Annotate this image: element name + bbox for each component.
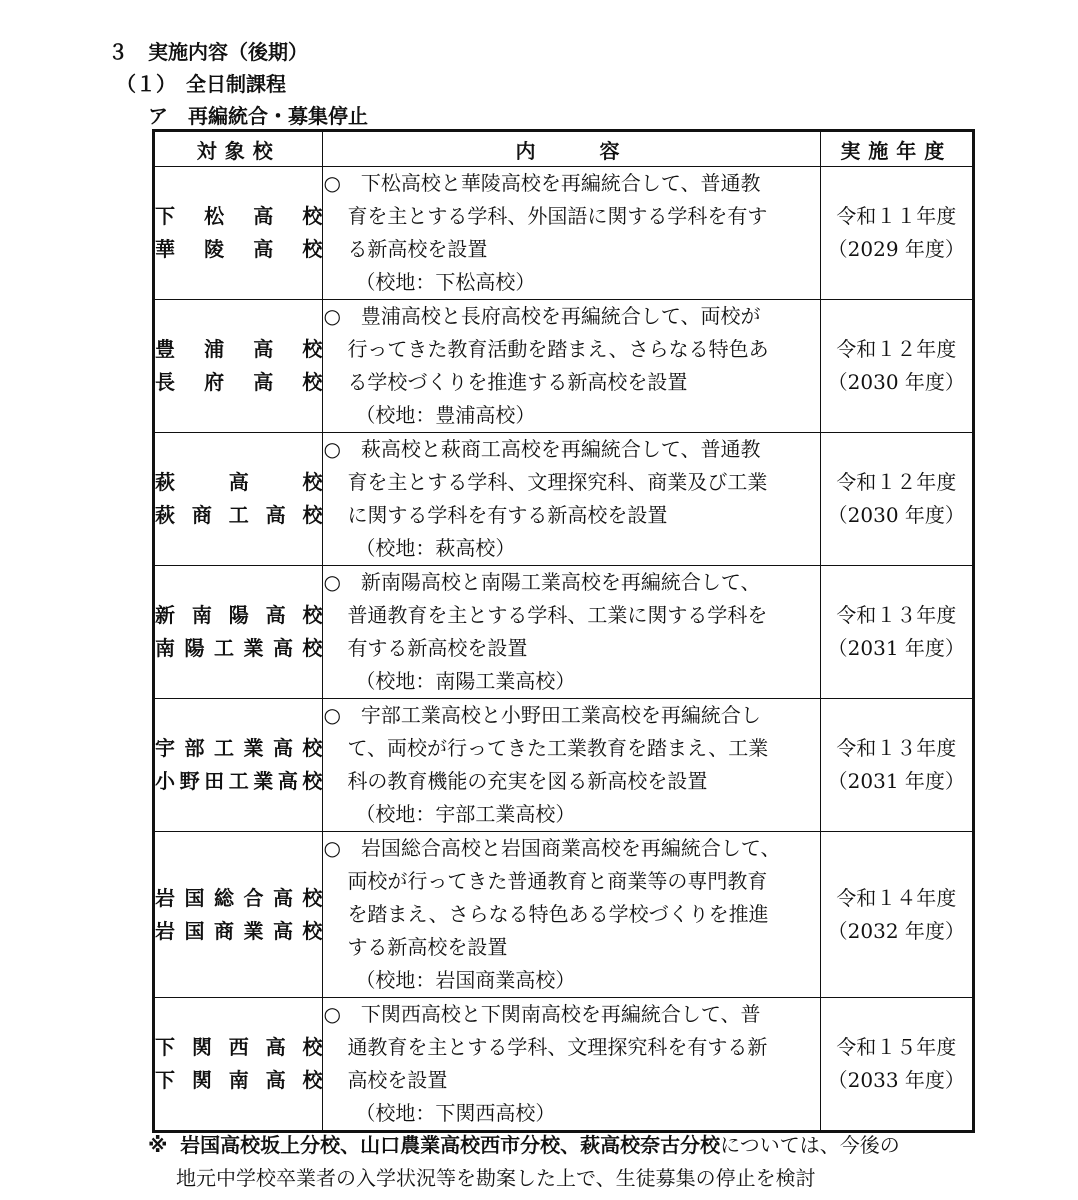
school-site: （校地：豊浦高校） [355,403,536,427]
year-cell [820,699,973,832]
school-name-char: 岩 [155,885,175,910]
school-name [155,233,322,266]
school-name-char: 校 [302,204,323,228]
year-japanese: 令和１５年度 [836,1035,957,1059]
year-western: （2030 年度） [827,370,965,394]
content-line: 育を主とする学科、外国語に関する学科を有す [347,204,768,228]
school-names [154,167,323,300]
school-name-char: 高 [277,769,298,793]
school-name [155,599,322,632]
content-line: 高校を設置 [347,1068,448,1092]
school-name-char: 高 [253,370,274,394]
school-site: （校地：岩国商業高校） [355,968,576,992]
year-western: （2030 年度） [827,503,965,527]
year-cell [820,300,973,433]
school-name-char: 下 [155,1068,175,1092]
school-name-char: 校 [302,370,323,394]
school-name-char: 南 [155,636,175,660]
school-name [155,882,322,915]
year-western: （2031 年度） [827,769,965,793]
header-target-school: 対象校 [154,131,323,167]
school-names [154,699,323,832]
school-name-char: 高 [253,237,274,261]
school-names [154,300,323,433]
content-cell [323,433,820,566]
footnote-text: については、今後の [720,1133,900,1157]
school-name-char: 下 [155,204,175,228]
year-western: （2029 年度） [827,237,965,261]
school-site: （校地：宇部工業高校） [355,802,576,826]
table-row [154,167,974,300]
school-name [155,366,322,399]
content-line: ○ 宇部工業高校と小野田工業高校を再編統合し [323,703,761,727]
year-japanese: 令和１４年度 [836,885,957,910]
school-site: （校地：萩高校） [355,536,516,560]
table-row [154,433,974,566]
item-heading: ア 再編統合・募集停止 [148,104,368,128]
school-name-char: 業 [243,918,264,943]
content-line: る新高校を設置 [347,237,488,261]
school-name-char: 商 [191,503,212,527]
content-line: ○ 下関西高校と下関南高校を再編統合して、普 [323,1002,761,1026]
school-name-char: 野 [179,769,200,793]
school-name-char: 業 [243,736,264,760]
school-name-char: 国 [184,918,205,943]
school-name-char: 工 [228,503,249,527]
school-name-char: 関 [191,1035,212,1059]
school-name-char: 岩 [155,918,175,943]
school-name-char: 工 [213,736,234,760]
school-name-char: 校 [302,237,323,261]
school-name-char: 校 [302,337,323,361]
school-name-char: 宇 [155,736,175,760]
content-line: ○ 豊浦高校と長府高校を再編統合して、両校が [323,304,761,328]
content-cell [323,566,820,699]
school-name-char: 校 [302,736,323,760]
school-name-char: 国 [184,885,205,910]
content-line: 両校が行ってきた普通教育と商業等の専門教育 [347,869,768,893]
school-name-char: 商 [213,918,234,943]
school-name-char: 工 [228,769,249,793]
school-name-char: 高 [272,636,293,660]
school-name-char: 高 [272,736,293,760]
content-line: る学校づくりを推進する新高校を設置 [347,370,688,394]
school-name [155,200,322,233]
school-name-char: 松 [204,204,225,228]
school-site: （校地：下関西高校） [355,1101,556,1125]
header-content: 内 容 [323,131,820,167]
footnote-mark: ※ [148,1133,168,1157]
content-cell [323,300,820,433]
content-line: 育を主とする学科、文理探究科、商業及び工業 [347,470,768,494]
school-name-char: 総 [213,885,234,910]
school-name-char: 校 [302,885,323,910]
content-line: ○ 岩国総合高校と岩国商業高校を再編統合して、 [323,836,781,860]
school-site: （校地：南陽工業高校） [355,669,576,693]
school-names [154,832,323,998]
school-name [155,632,322,665]
school-name-char: 浦 [204,337,225,361]
school-name-char: 高 [265,503,286,527]
footnote-schools: 岩国高校坂上分校、山口農業高校西市分校、萩高校奈古分校 [180,1133,721,1157]
school-name-char: 華 [155,237,175,261]
school-name [155,915,322,948]
year-western: （2031 年度） [827,636,965,660]
table-row [154,699,974,832]
year-cell [820,832,973,998]
school-name-char: 下 [155,1035,175,1059]
school-name-char: 田 [204,769,225,793]
content-line: 普通教育を主とする学科、工業に関する学科を [347,603,768,627]
content-line: 通教育を主とする学科、文理探究科を有する新 [347,1035,768,1059]
school-name-char: 豊 [155,337,175,361]
table-row [154,998,974,1132]
school-name-char: 西 [228,1035,249,1059]
school-name [155,333,322,366]
school-name-char: 陽 [184,636,205,660]
footnote-line2: 地元中学校卒業者の入学状況等を勘案した上で、生徒募集の停止を検討 [176,1166,816,1190]
school-name-char: 南 [228,1068,249,1092]
school-name-char: 合 [243,885,264,910]
school-name-char: 部 [184,736,205,760]
year-cell [820,998,973,1132]
school-site: （校地：下松高校） [355,270,536,294]
school-name-char: 長 [155,370,175,394]
content-line: する新高校を設置 [347,935,508,959]
school-name-char: 高 [265,1035,286,1059]
content-line: に関する学科を有する新高校を設置 [347,503,668,527]
school-name-char: 萩 [155,503,175,527]
school-name-char: 陵 [204,237,225,261]
school-name-char: 陽 [228,603,249,627]
school-name-char: 高 [265,1068,286,1092]
school-name-char: 関 [191,1068,212,1092]
year-japanese: 令和１２年度 [836,337,957,361]
school-name-char: 高 [265,603,286,627]
content-line: て、両校が行ってきた工業教育を踏まえ、工業 [347,736,769,760]
school-name-char: 業 [243,636,264,660]
school-name-char: 府 [204,370,225,394]
school-name-char: 校 [302,1035,323,1059]
content-cell [323,699,820,832]
year-japanese: 令和１３年度 [836,603,957,627]
school-name [155,732,322,765]
school-name-char: 小 [155,769,175,793]
school-name [155,1031,322,1064]
year-japanese: 令和１２年度 [836,470,957,494]
school-name-char: 校 [302,470,323,494]
content-line: ○ 新南陽高校と南陽工業高校を再編統合して、 [323,570,761,594]
school-name [155,499,322,532]
school-name [155,466,322,499]
school-name [155,1064,322,1097]
content-line: 有する新高校を設置 [347,636,528,660]
year-cell [820,566,973,699]
school-names [154,433,323,566]
school-name-char: 校 [302,636,323,660]
school-name [155,765,322,798]
table-row [154,566,974,699]
school-name-char: 校 [302,1068,323,1092]
table-row [154,832,974,998]
school-name-char: 校 [302,918,323,943]
school-names [154,566,323,699]
year-cell [820,433,973,566]
school-name-char: 高 [272,885,293,910]
content-cell [323,167,820,300]
school-name-char: 校 [302,769,323,793]
section-heading: ３ 実施内容（後期） [108,40,308,64]
content-line: を踏まえ、さらなる特色ある学校づくりを推進 [347,902,769,926]
school-name-char: 高 [272,918,293,943]
subsection-heading: （１） 全日制課程 [116,72,286,96]
school-name-char: 南 [191,603,212,627]
year-western: （2032 年度） [827,918,965,943]
year-japanese: 令和１３年度 [836,736,957,760]
school-name-char: 萩 [155,470,175,494]
content-cell [323,832,820,998]
school-name-char: 校 [302,603,323,627]
header-year: 実施年度 [820,131,973,167]
school-name-char: 高 [228,470,249,494]
content-line: ○ 萩高校と萩商工高校を再編統合して、普通教 [323,437,761,461]
table-header-row [154,131,974,167]
reorganization-table [152,129,975,1133]
school-name-char: 高 [253,204,274,228]
school-names [154,998,323,1132]
year-western: （2033 年度） [827,1068,965,1092]
school-name-char: 高 [253,337,274,361]
footnote [148,1129,900,1162]
school-name-char: 校 [302,503,323,527]
content-cell [323,998,820,1132]
school-name-char: 新 [155,603,175,627]
table-row [154,300,974,433]
content-line: ○ 下松高校と華陵高校を再編統合して、普通教 [323,171,761,195]
school-name-char: 工 [213,636,234,660]
year-japanese: 令和１１年度 [836,204,957,228]
year-cell [820,167,973,300]
school-name-char: 業 [253,769,274,793]
content-line: 行ってきた教育活動を踏まえ、さらなる特色あ [347,337,769,361]
content-line: 科の教育機能の充実を図る新高校を設置 [347,769,708,793]
